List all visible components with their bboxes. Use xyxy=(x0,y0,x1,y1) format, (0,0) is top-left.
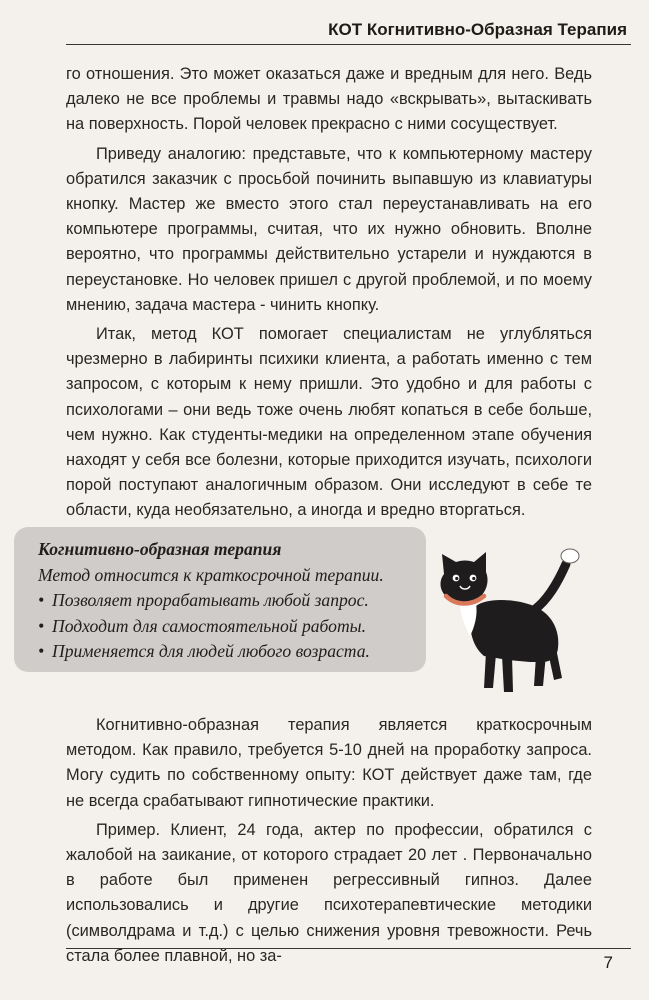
paragraph-continuation: го отношения. Это может оказаться даже и вредным для него. Ведь далеко не все проблемы и травмы надо «вскрывать», вытаскивать на поверхность. Порой человек прекрасно с ними сосуществует. xyxy=(66,65,592,134)
callout-text xyxy=(38,537,428,665)
running-header-title: КОТ Когнитивно-Образная Терапия xyxy=(328,20,627,39)
paragraph-example: Пример. Клиент, 24 года, актер по профессии, обратился с жалобой на заикание, от которого страдает 20 лет . Первоначально в работе был применен регрессивный гипноз. Далее использовались и другие психотерапевтические методики (символдрама и т.д.) с целью снижения уровня тревожности. Речь стала более плавной, но за- xyxy=(66,820,592,965)
callout-bullet xyxy=(38,614,428,640)
page-number: 7 xyxy=(603,953,613,972)
callout-bullet xyxy=(38,639,428,665)
callout-title: Когнитивно-образная терапия xyxy=(38,539,282,559)
paragraph-analogy: Приведу аналогию: представьте, что к компьютерному мастеру обратился заказчик с просьбой починить выпавшую из клавиатуры кнопку. Мастер же вместо этого стал переустанавливать на его компьютере программы, считая, что их нужно обновить. Вполне вероятно, что программы действительно устарели и нуждаются в переустановке. Но человек пришел с другой проблемой, и по моему мнению, задача мастера - чинить кнопку. xyxy=(66,144,592,314)
cat-leg xyxy=(548,648,562,680)
cat-pupil xyxy=(472,577,475,580)
callout-subtitle: Метод относится к краткосрочной терапии. xyxy=(38,564,384,585)
footer-rule xyxy=(66,948,631,949)
running-header xyxy=(0,0,649,46)
top-text-block xyxy=(66,62,592,524)
cat-leg xyxy=(484,652,496,688)
cat-body xyxy=(470,600,558,662)
bottom-text-block xyxy=(66,713,592,969)
paragraph-kot-method: Итак, метод КОТ помогает специалистам не углубляться чрезмерно в лабиринты психики клиента, а работать именно с тем запросом, с которым к нему пришли. Это удобно и для работы с психологами – они ведь тоже очень любят копаться в себе больше, чем нужно. Как студенты-медики на определенном этапе обучения находят у себя все болезни, которые приходится изучать, психологи порой поступают аналогичным образом. Они исследуют в себе те области, куда необязательно, а иногда и вредно вторгаться. xyxy=(66,325,592,520)
bullet-icon: • xyxy=(38,590,45,610)
header-rule xyxy=(66,44,631,45)
callout-bullet-text: Позволяет прорабатывать любой запрос. xyxy=(52,590,369,610)
cat-tail xyxy=(534,564,566,610)
black-cat-illustration xyxy=(430,548,600,698)
bullet-icon: • xyxy=(38,641,45,661)
callout-bullet-text: Применяется для людей любого возраста. xyxy=(52,641,370,661)
cat-pupil xyxy=(455,577,458,580)
bullet-icon: • xyxy=(38,615,45,636)
cat-tail-tip xyxy=(561,549,579,563)
callout-box xyxy=(14,527,426,672)
paragraph-short-term: Когнитивно-образная терапия является краткосрочным методом. Как правило, требуется 5-10 дней на проработку запроса. Могу судить по собственному опыту: КОТ действует даже там, где не всегда срабатывают гипнотические практики. xyxy=(66,716,592,810)
cat-leg xyxy=(502,656,513,692)
callout-bullet-text: Подходит для самостоятельной работы. xyxy=(52,615,366,636)
callout-bullet xyxy=(38,588,428,614)
